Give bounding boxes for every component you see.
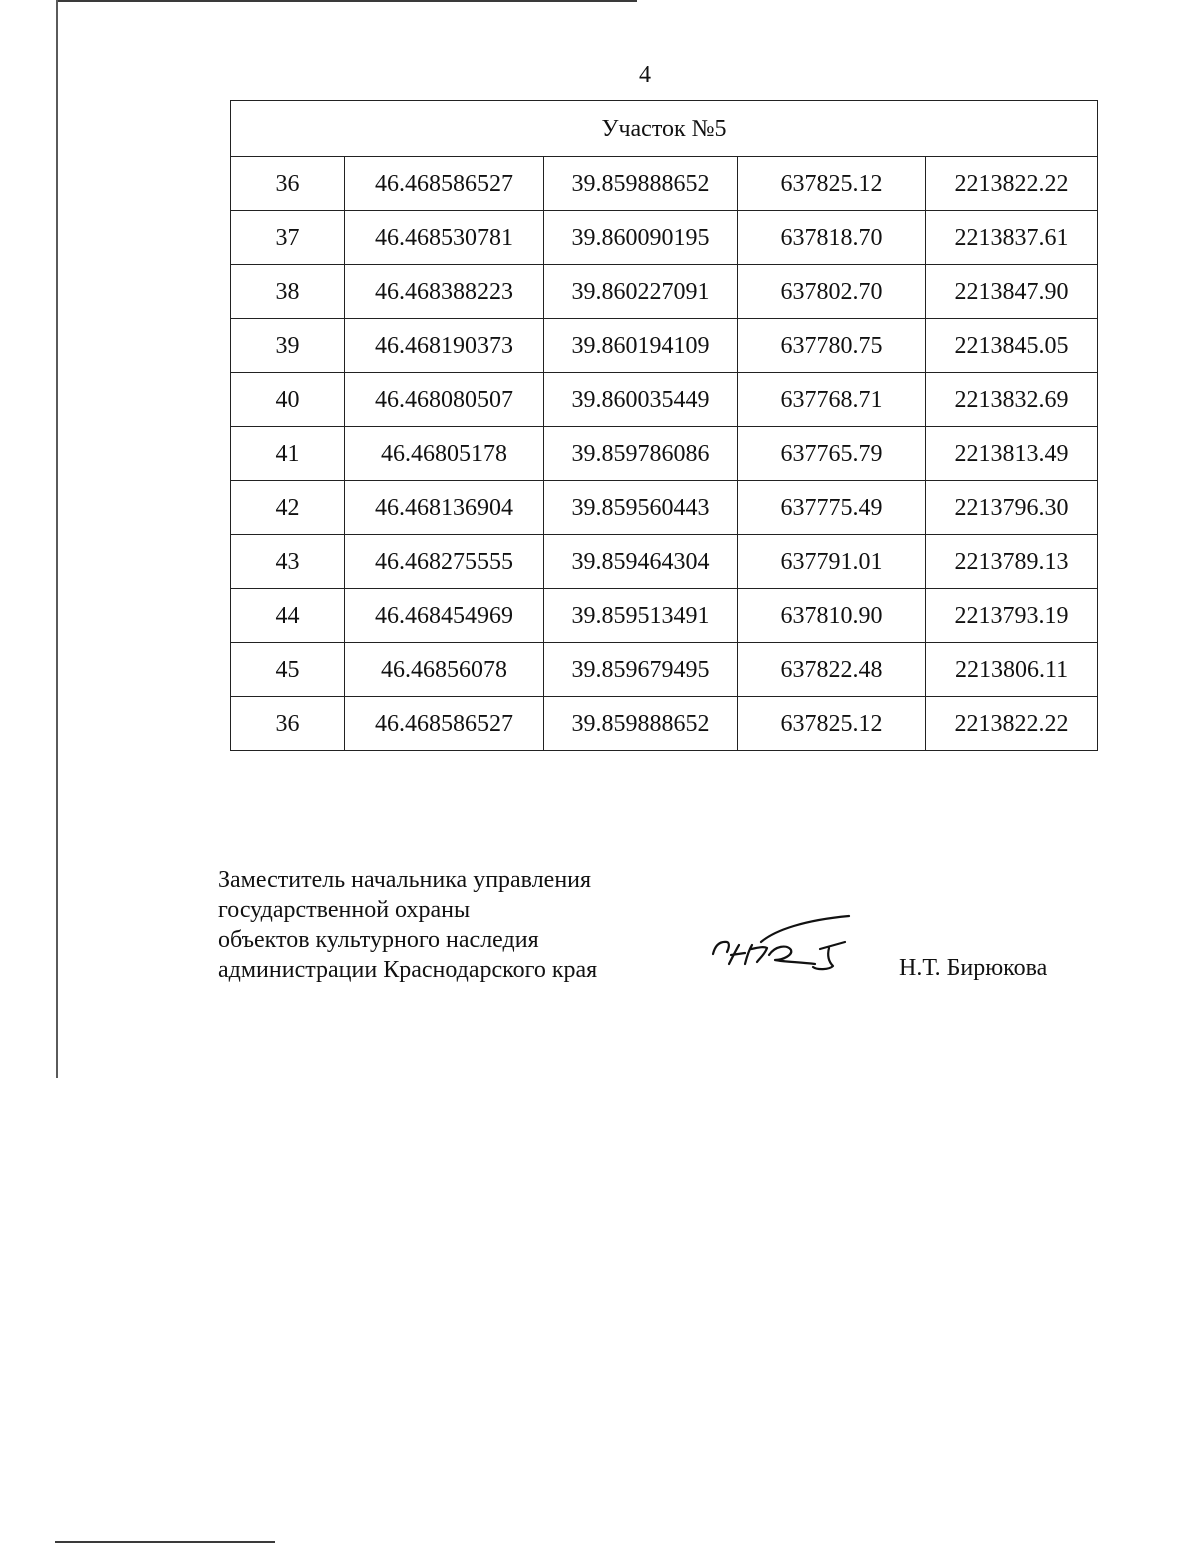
point-number-cell: 44 bbox=[231, 589, 345, 643]
table-row bbox=[231, 643, 1098, 697]
x-coordinate-cell: 637802.70 bbox=[738, 265, 926, 319]
section-title: Участок №5 bbox=[231, 101, 1098, 157]
scan-edge-top bbox=[57, 0, 637, 2]
x-coordinate-cell: 637810.90 bbox=[738, 589, 926, 643]
latitude-cell: 46.46805178 bbox=[345, 427, 544, 481]
table-row bbox=[231, 697, 1098, 751]
longitude-cell: 39.859888652 bbox=[544, 157, 738, 211]
longitude-cell: 39.859464304 bbox=[544, 535, 738, 589]
longitude-cell: 39.859679495 bbox=[544, 643, 738, 697]
scan-edge-bottom bbox=[55, 1541, 275, 1543]
section-header-row bbox=[231, 101, 1098, 157]
longitude-cell: 39.859786086 bbox=[544, 427, 738, 481]
x-coordinate-cell: 637780.75 bbox=[738, 319, 926, 373]
longitude-cell: 39.860090195 bbox=[544, 211, 738, 265]
y-coordinate-cell: 2213822.22 bbox=[926, 157, 1098, 211]
point-number-cell: 43 bbox=[231, 535, 345, 589]
longitude-cell: 39.859560443 bbox=[544, 481, 738, 535]
latitude-cell: 46.468586527 bbox=[345, 157, 544, 211]
table-row bbox=[231, 265, 1098, 319]
x-coordinate-cell: 637825.12 bbox=[738, 157, 926, 211]
point-number-cell: 45 bbox=[231, 643, 345, 697]
y-coordinate-cell: 2213837.61 bbox=[926, 211, 1098, 265]
latitude-cell: 46.468080507 bbox=[345, 373, 544, 427]
y-coordinate-cell: 2213796.30 bbox=[926, 481, 1098, 535]
y-coordinate-cell: 2213847.90 bbox=[926, 265, 1098, 319]
table-row bbox=[231, 481, 1098, 535]
table-row bbox=[231, 373, 1098, 427]
longitude-cell: 39.859888652 bbox=[544, 697, 738, 751]
table-row bbox=[231, 589, 1098, 643]
x-coordinate-cell: 637765.79 bbox=[738, 427, 926, 481]
y-coordinate-cell: 2213822.22 bbox=[926, 697, 1098, 751]
y-coordinate-cell: 2213789.13 bbox=[926, 535, 1098, 589]
latitude-cell: 46.468388223 bbox=[345, 265, 544, 319]
table-row bbox=[231, 319, 1098, 373]
position-line: государственной охраны bbox=[218, 897, 471, 923]
y-coordinate-cell: 2213832.69 bbox=[926, 373, 1098, 427]
position-line: Заместитель начальника управления bbox=[218, 867, 592, 893]
longitude-cell: 39.859513491 bbox=[544, 589, 738, 643]
handwritten-signature-icon bbox=[705, 912, 860, 982]
point-number-cell: 37 bbox=[231, 211, 345, 265]
point-number-cell: 39 bbox=[231, 319, 345, 373]
longitude-cell: 39.860227091 bbox=[544, 265, 738, 319]
latitude-cell: 46.46856078 bbox=[345, 643, 544, 697]
longitude-cell: 39.860194109 bbox=[544, 319, 738, 373]
y-coordinate-cell: 2213845.05 bbox=[926, 319, 1098, 373]
latitude-cell: 46.468136904 bbox=[345, 481, 544, 535]
table-row bbox=[231, 535, 1098, 589]
y-coordinate-cell: 2213793.19 bbox=[926, 589, 1098, 643]
point-number-cell: 41 bbox=[231, 427, 345, 481]
signer-name: Н.Т. Бирюкова bbox=[899, 955, 1048, 981]
position-line: объектов культурного наследия bbox=[218, 927, 539, 953]
table-row bbox=[231, 157, 1098, 211]
x-coordinate-cell: 637818.70 bbox=[738, 211, 926, 265]
latitude-cell: 46.468530781 bbox=[345, 211, 544, 265]
point-number-cell: 40 bbox=[231, 373, 345, 427]
position-line: администрации Краснодарского края bbox=[218, 957, 598, 983]
latitude-cell: 46.468275555 bbox=[345, 535, 544, 589]
table-row bbox=[231, 211, 1098, 265]
y-coordinate-cell: 2213813.49 bbox=[926, 427, 1098, 481]
x-coordinate-cell: 637791.01 bbox=[738, 535, 926, 589]
page-number: 4 bbox=[639, 62, 651, 88]
latitude-cell: 46.468190373 bbox=[345, 319, 544, 373]
point-number-cell: 42 bbox=[231, 481, 345, 535]
x-coordinate-cell: 637775.49 bbox=[738, 481, 926, 535]
latitude-cell: 46.468586527 bbox=[345, 697, 544, 751]
x-coordinate-cell: 637822.48 bbox=[738, 643, 926, 697]
point-number-cell: 36 bbox=[231, 157, 345, 211]
y-coordinate-cell: 2213806.11 bbox=[926, 643, 1098, 697]
longitude-cell: 39.860035449 bbox=[544, 373, 738, 427]
point-number-cell: 36 bbox=[231, 697, 345, 751]
scan-edge-left bbox=[56, 0, 58, 1078]
x-coordinate-cell: 637768.71 bbox=[738, 373, 926, 427]
coordinates-table bbox=[230, 100, 1098, 751]
table-row bbox=[231, 427, 1098, 481]
signatory-position bbox=[218, 865, 597, 985]
x-coordinate-cell: 637825.12 bbox=[738, 697, 926, 751]
latitude-cell: 46.468454969 bbox=[345, 589, 544, 643]
point-number-cell: 38 bbox=[231, 265, 345, 319]
